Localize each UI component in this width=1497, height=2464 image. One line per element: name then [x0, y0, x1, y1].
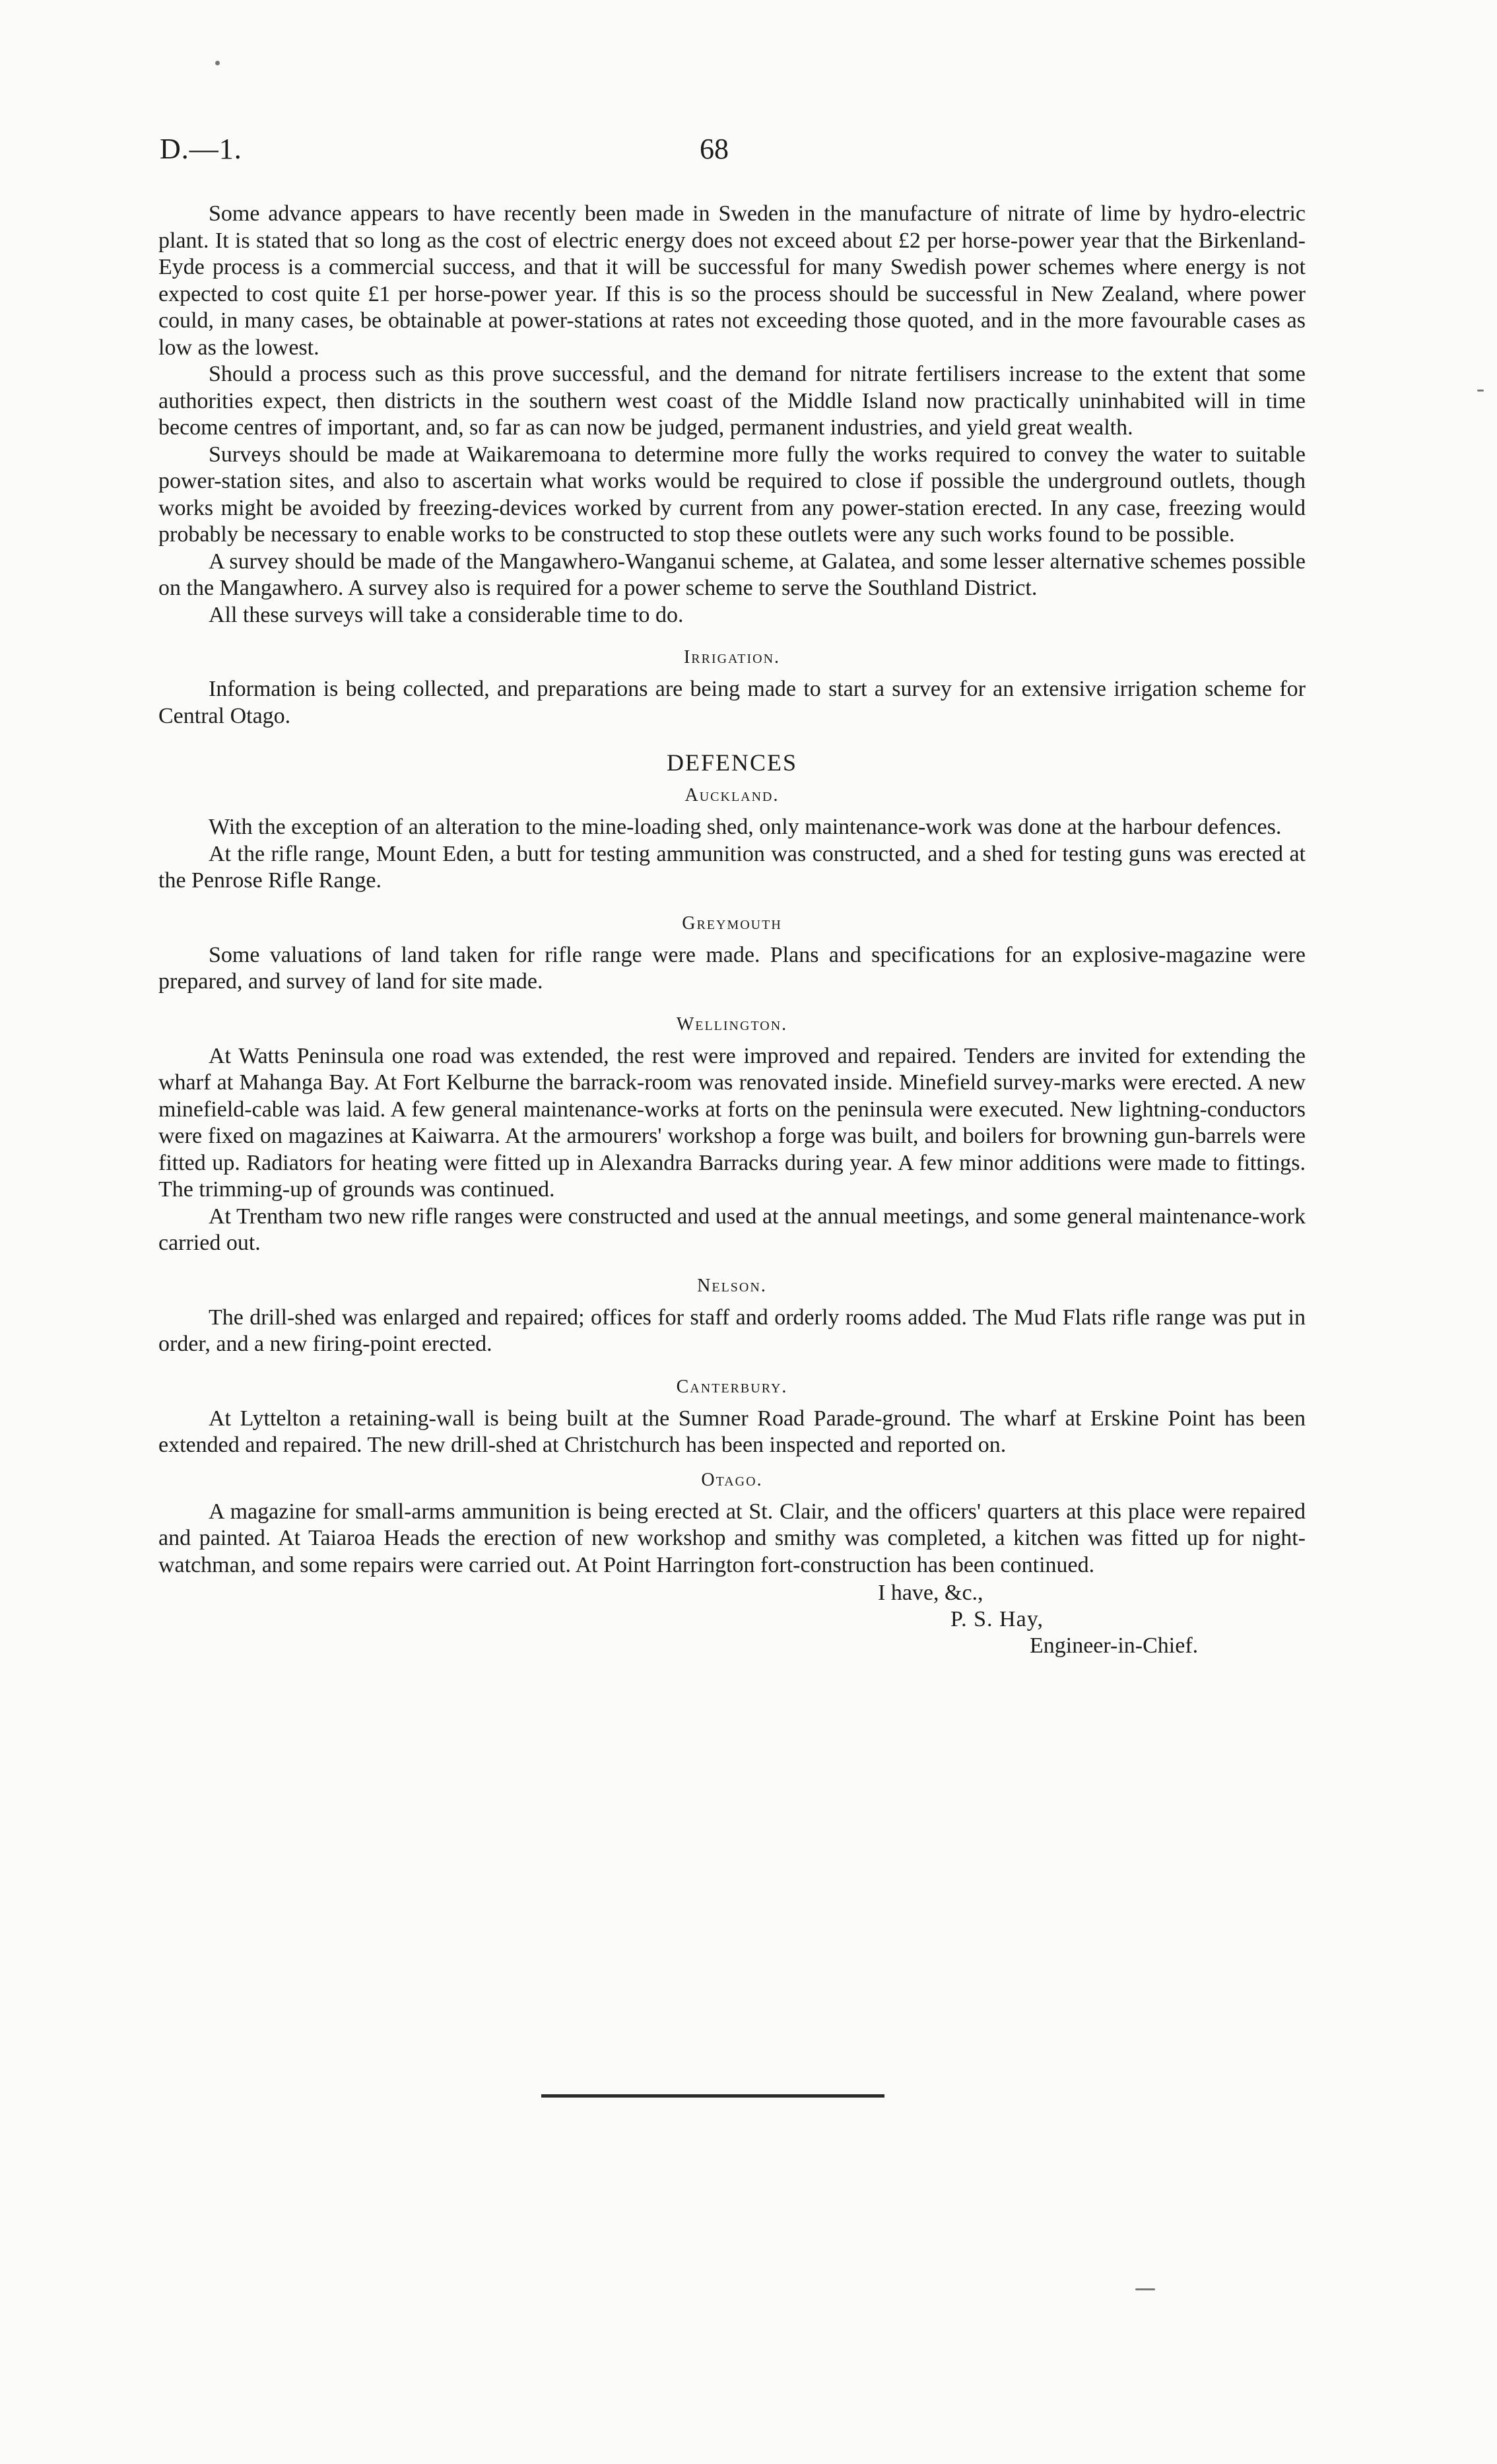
subsection-heading: Nelson.	[697, 1275, 767, 1296]
signature-block	[158, 1580, 1306, 1659]
paragraph: At Trentham two new rifle ranges were constructed and used at the annual meetings, and some general maintenance-work carried out.	[158, 1204, 1306, 1255]
signature-title: Engineer-in-Chief.	[1030, 1633, 1199, 1658]
paragraph: Information is being collected, and preparations are being made to start a survey for an extensive irrigation scheme for Central Otago.	[158, 677, 1306, 728]
page-number: 68	[700, 133, 729, 165]
irrigation-section	[158, 646, 1306, 730]
paragraph: The drill-shed was enlarged and repaired; offices for staff and orderly rooms added. The Mud Flats rifle range was put in order, and a new firing-point erected.	[158, 1305, 1306, 1356]
paragraph: A magazine for small-arms ammunition is being erected at St. Clair, and the officers' quarters at this place were repaired and painted. At Taiaroa Heads the erection of new workshop and smithy was completed, a kitchen was fitted up for night-watchman, and some repairs were carried out. At Point Harrington fort-construction has been continued.	[158, 1499, 1306, 1577]
closing-rule	[541, 2094, 884, 2098]
subsection-heading: Wellington.	[676, 1013, 788, 1035]
subsection-heading: Otago.	[701, 1469, 763, 1490]
section-heading: DEFENCES	[666, 749, 798, 776]
paragraph: Surveys should be made at Waikaremoana to determine more fully the works required to convey the water to suitable power-station sites, and also to ascertain what works would be required to close if possible the underground outlets, though works might be avoided by freezing-devices worked by current from any power-station erected. In any case, freezing would probably be necessary to enable works to be constructed to stop these outlets were any such works found to be possible.	[158, 442, 1306, 547]
paragraph: With the exception of an alteration to the mine-loading shed, only maintenance-work was done at the harbour defences.	[209, 815, 1282, 839]
paragraph: At the rifle range, Mount Eden, a butt for testing ammunition was constructed, and a shed for testing guns was erected at the Penrose Rifle Range.	[158, 841, 1306, 893]
document-reference: D.—1.	[160, 133, 242, 165]
scan-speck	[1477, 390, 1484, 392]
paragraph: Some valuations of land taken for rifle range were made. Plans and specifications for an explosive-magazine were prepared, and survey of land for site made.	[158, 942, 1306, 994]
page-body	[158, 201, 1306, 1659]
paragraph: Some advance appears to have recently been made in Sweden in the manufacture of nitrate of lime by hydro-electric plant. It is stated that so long as the cost of electric energy does not exceed about £2 per horse-power year that the Birkenland-Eyde process is a commercial success, and that it will be successful for many Swedish power schemes where energy is not expected to cost quite £1 per horse-power year. If this is so the process should be successful in New Zealand, where power could, in many cases, be obtainable at power-stations at rates not exceeding those quoted, and in the more favourable cases as low as the lowest.	[158, 201, 1306, 360]
scan-speck	[1135, 2288, 1155, 2290]
paragraph: At Watts Peninsula one road was extended, the rest were improved and repaired. Tenders are invited for extending the wharf at Mahanga Bay. At Fort Kelburne the barrack-room was renovated inside. Minefield survey-marks were erected. A new minefield-cable was laid. A few general maintenance-works at forts on the peninsula were executed. New lightning-conductors were fixed on magazines at Kaiwarra. At the armourers' workshop a forge was built, and boilers for browning gun-barrels were fitted up. Radiators for heating were fitted up in Alexandra Barracks during year. A few minor additions were made to fittings. The trimming-up of grounds was continued.	[158, 1043, 1306, 1202]
paragraph: A survey should be made of the Mangawhero-Wanganui scheme, at Galatea, and some lesser alternative schemes possible on the Mangawhero. A survey also is required for a power scheme to serve the Southland District.	[158, 549, 1306, 600]
subsection-heading: Greymouth	[682, 912, 782, 934]
paragraph: At Lyttelton a retaining-wall is being built at the Sumner Road Parade-ground. The wharf at Erskine Point has been extended and repaired. The new drill-shed at Christchurch has been inspected and reported on.	[158, 1406, 1306, 1457]
signature-name: P. S. Hay,	[950, 1607, 1044, 1631]
paragraph: All these surveys will take a considerable time to do.	[209, 602, 684, 627]
scan-speck	[215, 61, 220, 65]
section-heading: Irrigation.	[683, 647, 781, 667]
paragraph: Should a process such as this prove successful, and the demand for nitrate fertilisers increase to the extent that some authorities expect, then districts in the southern west coast of the Middle Island now practically uninhabited will in time become centres of important, and, so far as can now be judged, permanent industries, and yield great wealth.	[158, 362, 1306, 440]
intro-section	[158, 201, 1306, 629]
subsection-heading: Auckland.	[684, 785, 780, 805]
defences-section	[158, 748, 1306, 1579]
subsection-heading: Canterbury.	[676, 1376, 788, 1397]
signature-closing: I have, &c.,	[878, 1581, 983, 1605]
